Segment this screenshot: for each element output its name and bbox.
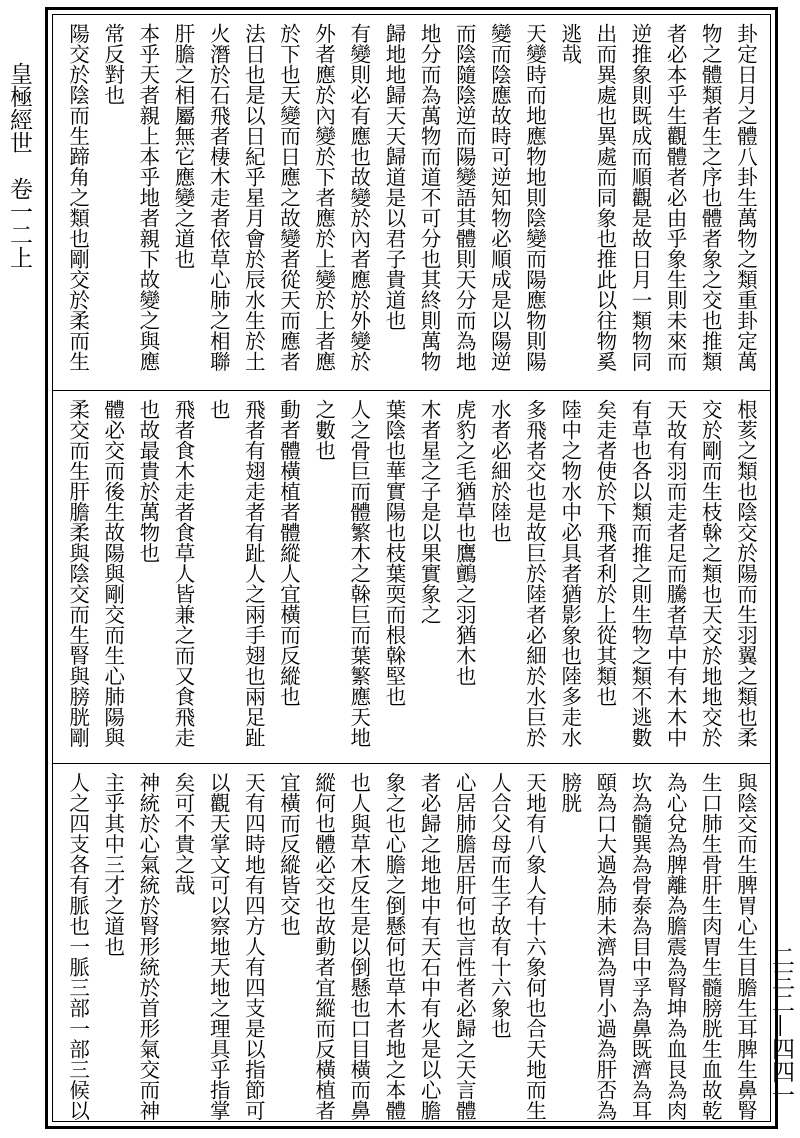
text-column: 矣可不貴之哉 <box>171 772 196 895</box>
text-column: 也人與草木反生是以倒懸也口目橫而鼻 <box>346 772 371 1121</box>
text-column: 動者體橫植者體縱人宜橫而反縱也 <box>276 399 301 707</box>
text-column: 坎為髓巽為骨泰為目中孚為鼻既濟為耳 <box>627 772 652 1121</box>
text-column: 生口肺生骨肝生肉胃生髓膀胱生血故乾 <box>698 772 723 1121</box>
page-frame-inner <box>52 14 771 1122</box>
page-frame <box>45 7 778 1129</box>
text-column: 而陰隨陰逆而陽變語其體則天分而為地 <box>452 23 477 372</box>
text-column: 有草也各以類而推之則生物之類不逃數 <box>627 399 652 748</box>
text-column: 也 <box>206 399 231 420</box>
text-column: 物之體類者生之序也體者象之交也推類 <box>698 23 723 372</box>
text-panel-middle <box>53 391 770 763</box>
text-column: 出而異處也異處而同象也推此以往物奚 <box>592 23 617 372</box>
text-column: 主乎其中三才之道也 <box>100 772 125 957</box>
text-column: 飛者食木走者食草人皆兼之而又食飛走 <box>171 399 196 748</box>
text-column: 縱何也體必交也故動者宜縱而反橫植者 <box>311 772 336 1121</box>
text-column: 也故最貴於萬物也 <box>135 399 160 563</box>
text-column: 者必歸之地地中有天石中有火是以心膽 <box>417 772 442 1121</box>
text-column: 者必本乎生觀體者必由乎象生則未來而 <box>663 23 688 372</box>
text-column: 膀胱 <box>557 772 582 813</box>
text-column: 柔交而生肝膽柔與陰交而生腎與膀胱剛 <box>65 399 90 748</box>
text-panel-top <box>53 15 770 390</box>
text-column: 以觀天掌文可以察地天地之理具乎指掌 <box>206 772 231 1121</box>
text-column: 天地有八象人有十六象何也合天地而生 <box>522 772 547 1121</box>
text-column: 水者必細於陸也 <box>487 399 512 543</box>
text-column: 交於剛而生枝榦之類也天交於地地交於 <box>698 399 723 748</box>
text-column: 木者星之子是以果實象之 <box>417 399 442 625</box>
text-column: 歸地地歸天天歸道是以君子貴道也 <box>381 23 406 331</box>
text-column: 外者應於內變於下者應於上變於上者應 <box>311 23 336 372</box>
text-column: 陸中之物水中必具者猶影象也陸多走水 <box>557 399 582 748</box>
text-column: 宜橫而反縱皆交也 <box>276 772 301 936</box>
text-column: 天變時而地應物地則陰變而陽應物則陽 <box>522 23 547 372</box>
text-column: 卦定日月之體八卦生萬物之類重卦定萬 <box>733 23 758 372</box>
text-column: 肝膽之相屬無它應變之道也 <box>171 23 196 269</box>
text-column: 常反對也 <box>100 23 125 105</box>
text-column: 天有四時地有四方人有四支是以指節可 <box>241 772 266 1121</box>
text-column: 有變則必有應也故變於內者應於外變於 <box>346 23 371 372</box>
right-margin-page-number: 二三二—四四一 <box>768 945 794 1106</box>
text-column: 多飛者交也是故巨於陸者必細於水巨於 <box>522 399 547 748</box>
text-column: 地分而為萬物而道不可分也其終則萬物 <box>417 23 442 372</box>
text-column: 虎豹之毛猶草也鷹鸇之羽猶木也 <box>452 399 477 686</box>
text-column: 與陰交而生脾胃心生目膽生耳脾生鼻腎 <box>733 772 758 1121</box>
text-column: 飛者有翅走者有趾人之兩手翅也兩足趾 <box>241 399 266 748</box>
text-column: 之數也 <box>311 399 336 461</box>
text-column: 人之骨巨而體繁木之榦巨而葉繁應天地 <box>346 399 371 748</box>
left-margin-title: 皇極經世 卷一二上 <box>6 62 32 269</box>
text-column: 天故有羽而走者足而騰者草中有木木中 <box>663 399 688 748</box>
text-column: 於下也天變而日應之故變者從天而應者 <box>276 23 301 372</box>
text-column: 頤為口大過為肺未濟為胃小過為肝否為 <box>592 772 617 1121</box>
text-column: 葉陰也華實陽也枝葉耎而根榦堅也 <box>381 399 406 707</box>
text-column: 人合父母而生子故有十六象也 <box>487 772 512 1039</box>
text-column: 人之四支各有脈也一脈三部一部三候以 <box>65 772 90 1121</box>
text-column: 體必交而後生故陽與剛交而生心肺陽與 <box>100 399 125 748</box>
text-column: 根荄之類也陰交於陽而生羽翼之類也柔 <box>733 399 758 748</box>
text-column: 逆推象則既成而順觀是故日月一類物同 <box>627 23 652 372</box>
text-column: 變而陰應故時可逆知物必順成是以陽逆 <box>487 23 512 372</box>
text-column: 矣走者使於下飛者利於上從其類也 <box>592 399 617 707</box>
text-column: 象之也心膽之倒懸何也草木者地之本體 <box>381 772 406 1121</box>
text-column: 心居肺膽居肝何也言性者必歸之天言體 <box>452 772 477 1121</box>
text-column: 火潛於石飛者棲木走者依草心肺之相聯 <box>206 23 231 372</box>
text-column: 本乎天者親上本乎地者親下故變之與應 <box>135 23 160 372</box>
text-column: 法日也是以日紀乎星月會於辰水生於土 <box>241 23 266 372</box>
text-column: 神統於心氣統於腎形統於首形氣交而神 <box>135 772 160 1121</box>
text-panel-bottom <box>53 764 770 1127</box>
text-column: 逃哉 <box>557 23 582 64</box>
text-column: 為心兌為脾離為膽震為腎坤為血艮為肉 <box>663 772 688 1121</box>
text-column: 陽交於陰而生蹄角之類也剛交於柔而生 <box>65 23 90 372</box>
